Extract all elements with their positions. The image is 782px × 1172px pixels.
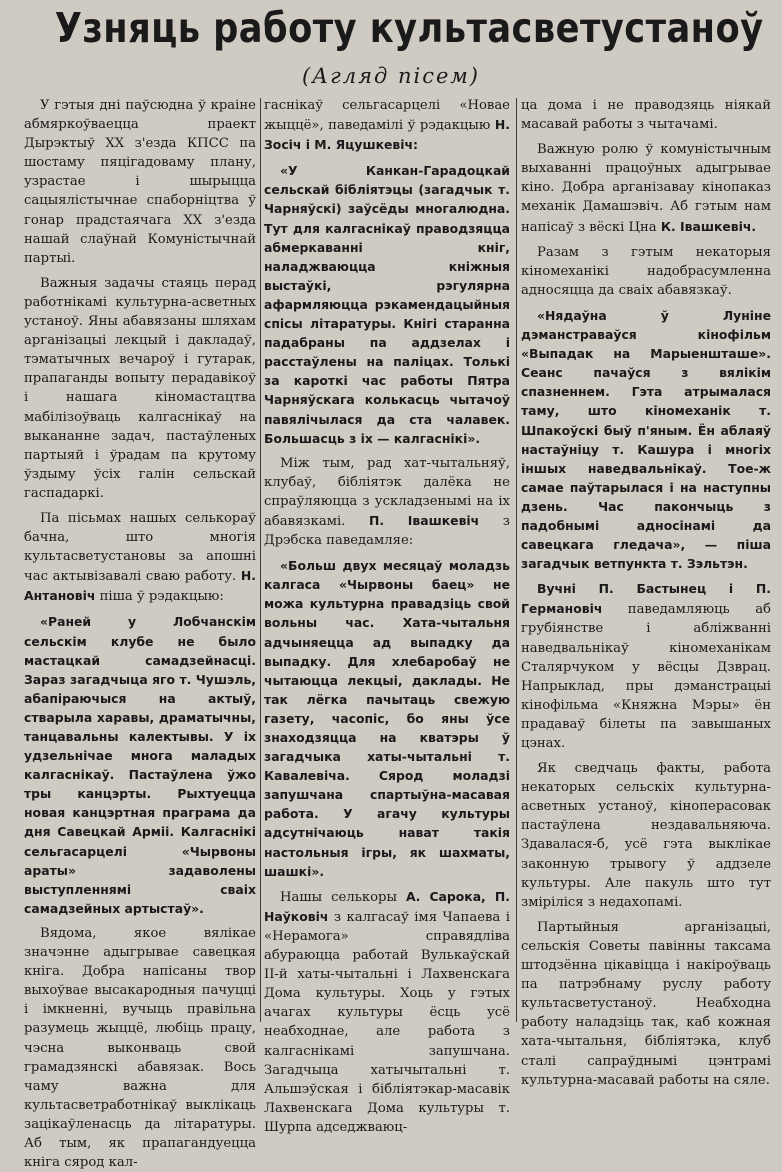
- paragraph-text: з калгасаў імя Чапаева і «Нерамога» справядліва абураюцца работай Вулькаўскай ІІ-й хаты-чытальні і Лахвенскага Дома культуры. Хоць у гэтых ачагах культуры ёсць усё неабходнае, але работа з калгаснікамі запушчана. Загадчыца хатычытальні т. Альшэўская і бібліятэкар-масавік Лахвенскага Дома культуры т. Шурпа адседжваюц-: [264, 909, 510, 1135]
- paragraph: ца дома і не праводзяць ніякай масавай работы з чытачамі.: [521, 98, 771, 133]
- quote-paragraph: «Нядаўна ў Луніне дэманстраваўся кінофільм «Выпадак на Марыеншташе». Сеанс пачаўся з вялікім спазненнем. Гэта атрымалася таму, што кіномеханік т. Шпакоўскі быў п'яным. Ён аблаяў настаўніцу т. Кашура і многіх іншых наведвальнікаў. Тое-ж самае паўтарылася і на наступны дзень. Час пакончыць з падобнымі адносінамі да савецкага гледача», — піша загадчык ветпункта т. Зэльтэн.: [521, 307, 771, 572]
- paragraph-text: паведамляюць аб грубіянстве і абліжванні наведвальнікаў кіномеханікам Сталярчуком у вёсцы Дзврац. Напрыклад, пры дэманстрацыі кінофільма «Княжна Мэры» ён прадаваў білеты па завышаных цэнах.: [521, 602, 771, 751]
- paragraph: Як сведчаць факты, работа некаторых сельскіх культурна-асветных устаноў, кіноперасовак пастаўлена нездавальняюча. Здавалася-б, усё гэта выклікае законную трывогу ў аддзеле культуры. Але пакуль што тут зміріліся з недахопамі.: [521, 761, 771, 910]
- column-divider: [516, 98, 517, 1022]
- column-2: [264, 96, 510, 1135]
- paragraph: Вядома, якое вялікае значэнне адыгрывае савецкая кніга. Добра напісаны твор выхоўвае высакародныя пачуцці і імкненні, вучыць правільна разумець жыццё, любіць працу, чэсна выконваць свой грамадзянскі абавязак. Вось чаму важна для культасветработнікаў выклікаць зацікаўленасць да літаратуры. Аб тым, як прапагандуецца кніга сярод кал-: [24, 925, 256, 1171]
- column-1: [24, 96, 256, 1171]
- quote-paragraph: «Раней у Лобчанскім сельскім клубе не было мастацкай самадзейнасці. Зараз загадчыца яго т. Чушэль, абапіраючыся на актыў, стварыла харавы, драматычны, танцавальны калектывы. У іх удзельнічае многа маладых калгаснікаў. Пастаўлена ўжо тры канцэрты. Рыхтуецца новая канцэртная праграма да дня Савецкай Арміі. Калгаснікі сельгасарцелі «Чырвоны араты» задаволены выступленнямі сваіх самадзейных артыстаў».: [24, 614, 256, 916]
- author-name: Н. Зосіч і М. Яцушкевіч:: [264, 117, 510, 153]
- paragraph: Важныя задачы стаяць перад работнікамі культурна-асветных устаноў. Яны абавязаны шляхам арганізацыі лекцый і дакладаў, тэматычных вечароў і гутарак, прапаганды вопыту перадавікоў і нашага кіномастацтва мабілізоўваць калгаснікаў на выкананне задач, пастаўленых партыяй і ўрадам па крутому ўздыму ўсіх галін сельскай гаспадаркі.: [24, 275, 256, 501]
- paragraph-text: Нашы селькоры: [280, 889, 397, 905]
- paragraph: Разам з гэтым некаторыя кіномеханікі надобрасумленна адносяцца да сваіх абавязкаў.: [521, 244, 771, 298]
- paragraph-text: гаснікаў сельгасарцелі «Новае жыццё», паведамілі ў рэдакцыю: [264, 98, 510, 134]
- quote-paragraph: «У Канкан-Гарадоцкай сельскай бібліятэцы (загадчык т. Чарняўскі) заўсёды многалюдна. Тут для калгаснікаў праводзяцца абмеркаванні кніг, наладжваюцца кніжныя выстаўкі, рэгулярна афармляюцца рэкамендацыйныя спісы літаратуры. Кнігі старанна падабраны па аддзелах і расстаўлены на паліцах. Толькі за кароткі час работы Пятра Чарняўскага колькасць чытачоў павялічылася да ста чалавек. Большасць з іх — калгаснікі».: [264, 163, 510, 446]
- paragraph-text: з Дрэбска паведамляе:: [264, 513, 510, 549]
- paragraph: [264, 96, 510, 155]
- author-name: П. Івашкевіч: [368, 512, 480, 528]
- paragraph: [264, 454, 510, 550]
- paragraph-text: Па пісьмах нашых селькораў бачна, што многія культасветустановы за апошні час актывізавалі сваю работу.: [24, 510, 256, 585]
- author-name: А. Сарока, П. Наўковіч: [264, 888, 510, 924]
- paragraph-text: Важную ролю ў комуністычным выхаванні працоўных адыгрывае кіно. Добра арганізавау кінопаказ механік Дамашэвіч. Аб гэтым нам напісаў з вёскі Цна: [521, 142, 771, 235]
- quote-paragraph: «Больш двух месяцаў моладзь калгаса «Чырвоны баец» не можа культурна правадзіць свой вольны час. Хата-чытальня адчыняецца ад выпадку да выпадку. Для хлебаробаў не чытаюцца лекцыі, даклады. Не так лёгка пачытаць свежую газету, часопіс, бо яны ўсе знаходзяцца на кватэры ў загадчыка хаты-чытальні т. Кавалевіча. Сярод моладзі запушчана спартыўна-масавая работа. У агачу культуры адсутнічаюць нават такія настольныя ігры, як шахматы, шашкі».: [264, 558, 510, 879]
- paragraph: [24, 509, 256, 606]
- paragraph-text: піша ў рэдакцыю:: [99, 589, 224, 605]
- paragraph: [521, 579, 771, 753]
- paragraph: [521, 140, 771, 236]
- column-divider: [260, 98, 261, 1022]
- paragraph-text: Між тым, рад хат-чытальняў, клубаў, бібліятэк далёка не спраўляюцца з ускладзенымі на іх абавязкамі.: [264, 455, 510, 529]
- paragraph: У гэтыя дні паўсюдна ў краіне абмяркоўваецца праект Дырэктыў XX з'езда КПСС па шостаму пяцігадоваму плану, узрастае і шырыцца сацыялістычнае спаборніцтва ў гонар прадстаячага XX з'езда нашай слаўнай Комуністычнай партыі.: [24, 98, 256, 266]
- article-headline: Узняць работу культасветустаноў: [54, 4, 764, 52]
- author-name: К. Івашкевіч.: [660, 218, 757, 234]
- column-3: [521, 96, 771, 1088]
- paragraph: [264, 887, 510, 1137]
- paragraph: Партыйныя арганізацыі, сельскія Советы павінны таксама штодзённа цікавіцца і накіроўваць па патрэбнаму руслу работу культасветустаноў. Неабходна работу наладзіць так, каб кожная хата-чытальня, бібліятэка, клуб сталі сапраўднымі цэнтрамі культурна-масавай работы на сяле.: [521, 919, 771, 1088]
- author-name: Вучні П. Бастынец і П. Германовіч: [521, 581, 771, 617]
- author-name: Н. Антановіч: [24, 568, 256, 604]
- article-subhead: (Агляд пісем): [301, 64, 480, 88]
